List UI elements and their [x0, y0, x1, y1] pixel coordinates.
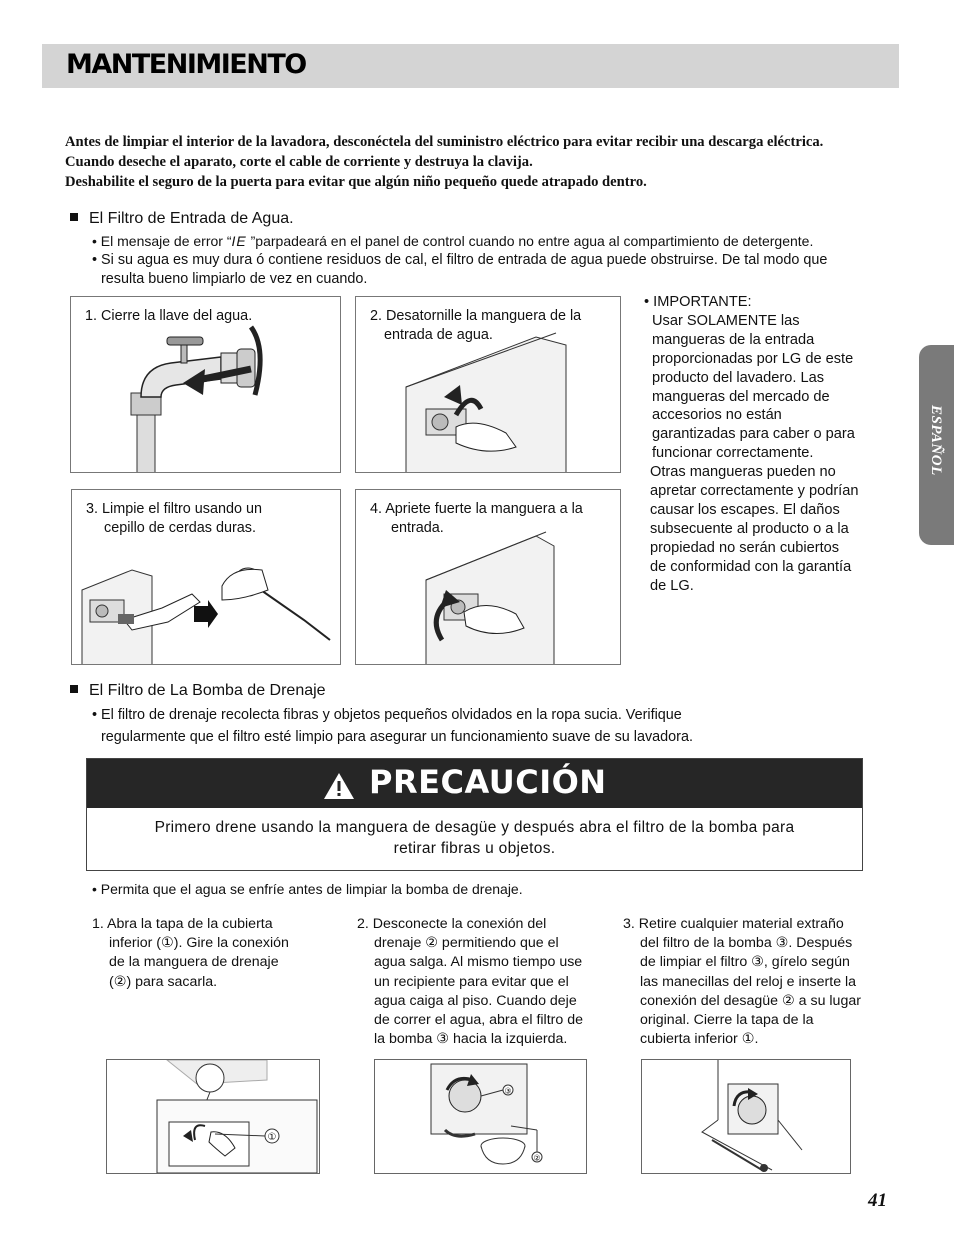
drain-filter-bullets: • El filtro de drenaje recolecta fibras y objetos pequeños olvidados en la ropa sucia. Verifique regularmente que el filtro esté limpio para asegurar un funcionamiento suave de su lavadora.: [92, 707, 693, 745]
step-box-1: [70, 296, 341, 473]
step-caption: 4. Apriete fuerte la manguera a la entrada.: [370, 501, 583, 536]
reinsert-filter-illustration: [642, 1060, 850, 1173]
error-code: IE: [231, 233, 247, 249]
callout-1: ①: [267, 1132, 277, 1143]
drain-step-3: 3. Retire cualquier material extraño del filtro de la bomba ③. Después de limpiar el filtro ③, gírelo según las manecillas del reloj e inserte la conexión del desagüe ② a su lugar original. Cierre la tapa de la cubierta inferior ①.: [623, 916, 861, 1048]
step-box-2: [355, 296, 621, 473]
drain-image-1: [106, 1059, 320, 1174]
caution-box: [86, 758, 863, 871]
callout-3: ③: [504, 1086, 512, 1096]
header-bar: [42, 44, 899, 88]
warning-triangle-icon: [323, 772, 355, 800]
caution-text: Primero drene usando la manguera de desagüe y después abra el filtro de la bomba para retirar fibras u objetos.: [154, 819, 795, 857]
cool-water-note: • Permita que el agua se enfríe antes de limpiar la bomba de drenaje.: [92, 881, 523, 897]
step-box-4: [355, 489, 621, 665]
drain-filter-title: El Filtro de La Bomba de Drenaje: [70, 682, 326, 700]
water-filter-bullets: • El mensaje de error “IE ”parpadeará en el panel de control cuando no entre agua al compartimiento de detergente. • Si su agua es muy dura ó contiene residuos de cal, el filtro de entrada de agua puede obstruirse. De tal modo que resulta bueno limpiarlo de vez en cuando.: [92, 233, 828, 287]
caution-header: [87, 759, 862, 808]
water-filter-title: El Filtro de Entrada de Agua.: [70, 210, 294, 228]
drain-pump-illustration: [375, 1060, 586, 1173]
square-bullet-icon: [70, 685, 78, 693]
warning-line: Cuando deseche el aparato, corte el cable de corriente y destruya la clavija.: [65, 154, 533, 170]
language-tab: [919, 345, 954, 545]
callout-2: ②: [533, 1153, 541, 1163]
step-caption: 3. Limpie el filtro usando un cepillo de cerdas duras.: [86, 501, 262, 536]
warning-line: Deshabilite el seguro de la puerta para evitar que algún niño pequeño quede atrapado dentro.: [65, 174, 647, 190]
open-cover-illustration: [107, 1060, 319, 1173]
page-title: MANTENIMIENTO: [66, 49, 306, 80]
step-caption: 1. Cierre la llave del agua.: [85, 308, 253, 324]
important-note: • IMPORTANTE: Usar SOLAMENTE las mangueras de la entrada proporcionadas por LG de este producto del lavadero. Las mangueras del mercado de accesorios no están garantizadas para caber o para funcionar correctamente. Otras mangueras pueden no apretar correctamente y podrían causar los escapes. El daños subsecuente al producto o a la propiedad no serán cubiertos de conformidad con la garantía de LG.: [644, 294, 859, 594]
step-box-3: [71, 489, 341, 665]
drain-image-2: [374, 1059, 587, 1174]
step-caption: 2. Desatornille la manguera de la entrada de agua.: [370, 308, 582, 343]
drain-step-1: 1. Abra la tapa de la cubierta inferior (①). Gire la conexión de la manguera de drenaje (②) para sacarla.: [92, 916, 289, 990]
drain-image-3: [641, 1059, 851, 1174]
square-bullet-icon: [70, 213, 78, 221]
drain-step-2: 2. Desconecte la conexión del drenaje ② permitiendo que el agua salga. Al mismo tiempo use un recipiente para evitar que el agua caiga al piso. Cuando deje de correr el agua, abra el filtro de la bomba ③ hacia la izquierda.: [357, 916, 583, 1048]
safety-warnings: [65, 132, 895, 192]
page-number: 41: [868, 1190, 887, 1211]
language-tab-label: ESPAÑOL: [928, 405, 944, 476]
warning-line: Antes de limpiar el interior de la lavadora, desconéctela del suministro eléctrico para evitar recibir una descarga eléctrica.: [65, 134, 824, 150]
caution-title: PRECAUCIÓN: [369, 763, 607, 801]
